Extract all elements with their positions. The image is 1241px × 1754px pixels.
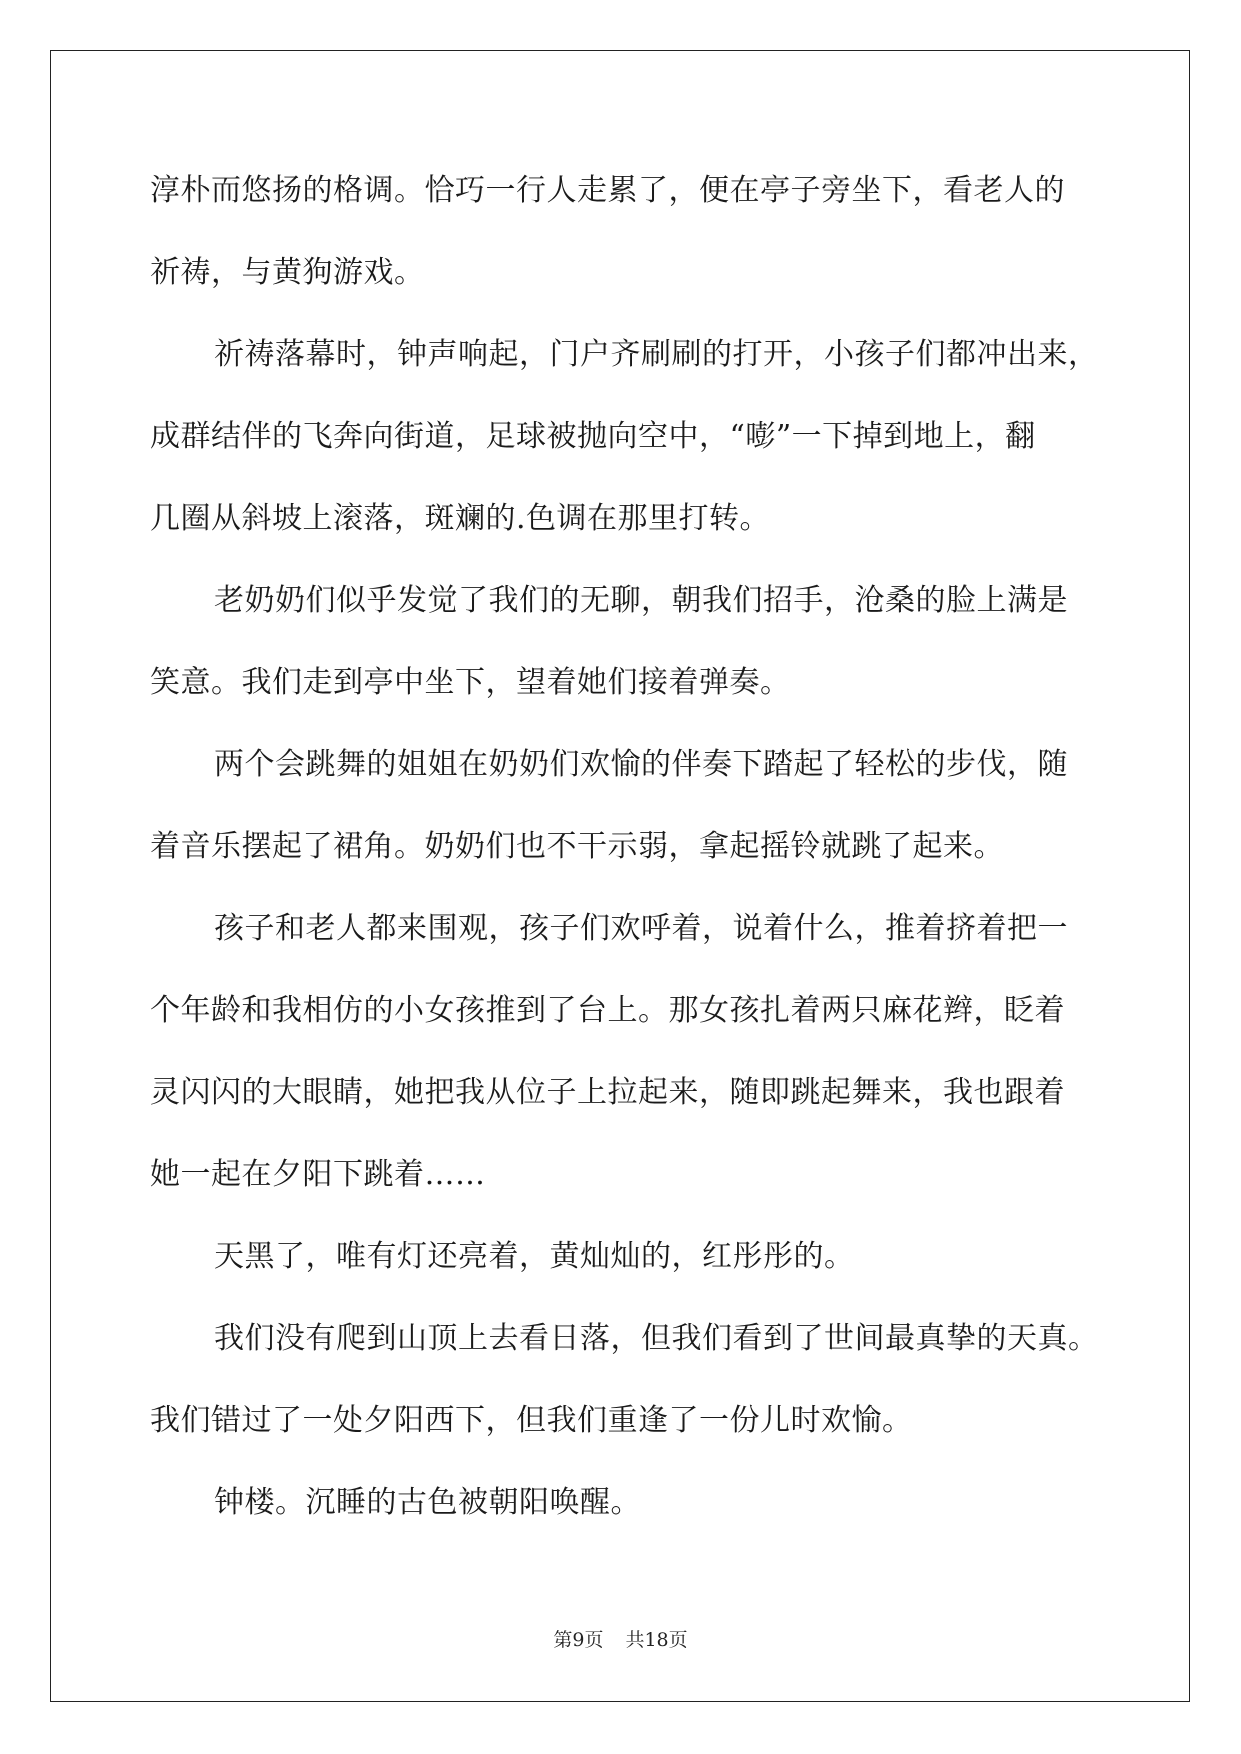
text-line: 她一起在夕阳下跳着…… [150,1157,486,1192]
paragraph-start: 老奶奶们似乎发觉了我们的无聊，朝我们招手，沧桑的脸上满是 [214,583,1068,618]
text-line: 淳朴而悠扬的格调。恰巧一行人走累了，便在亭子旁坐下，看老人的 [150,173,1065,208]
page-footer [0,1625,1241,1652]
text-line: 笑意。我们走到亭中坐下，望着她们接着弹奏。 [150,665,791,700]
page-number-total: 共18页 [625,1629,688,1651]
text-line: 着音乐摆起了裙角。奶奶们也不干示弱，拿起摇铃就跳了起来。 [150,829,1004,864]
paragraph-start: 两个会跳舞的姐姐在奶奶们欢愉的伴奏下踏起了轻松的步伐，随 [214,747,1068,782]
paragraph-start: 天黑了，唯有灯还亮着，黄灿灿的，红彤彤的。 [214,1239,855,1274]
text-line: 几圈从斜坡上滚落，斑斓的.色调在那里打转。 [150,501,771,536]
paragraph-start: 我们没有爬到山顶上去看日落，但我们看到了世间最真挚的天真。 [214,1321,1099,1356]
text-line: 祈祷，与黄狗游戏。 [150,255,425,290]
text-line: 我们错过了一处夕阳西下，但我们重逢了一份儿时欢愉。 [150,1403,913,1438]
text-line: 灵闪闪的大眼睛，她把我从位子上拉起来，随即跳起舞来，我也跟着 [150,1075,1065,1110]
text-line: 个年龄和我相仿的小女孩推到了台上。那女孩扎着两只麻花辫，眨着 [150,993,1065,1028]
document-body [150,150,1099,1544]
paragraph-start: 祈祷落幕时，钟声响起，门户齐刷刷的打开，小孩子们都冲出来， [214,337,1099,372]
text-line: 成群结伴的飞奔向街道，足球被抛向空中，“嘭”一下掉到地上，翻 [150,419,1036,454]
paragraph-start: 钟楼。沉睡的古色被朝阳唤醒。 [214,1485,641,1520]
page-number-current: 第9页 [553,1629,604,1651]
paragraph-start: 孩子和老人都来围观，孩子们欢呼着，说着什么，推着挤着把一 [214,911,1068,946]
